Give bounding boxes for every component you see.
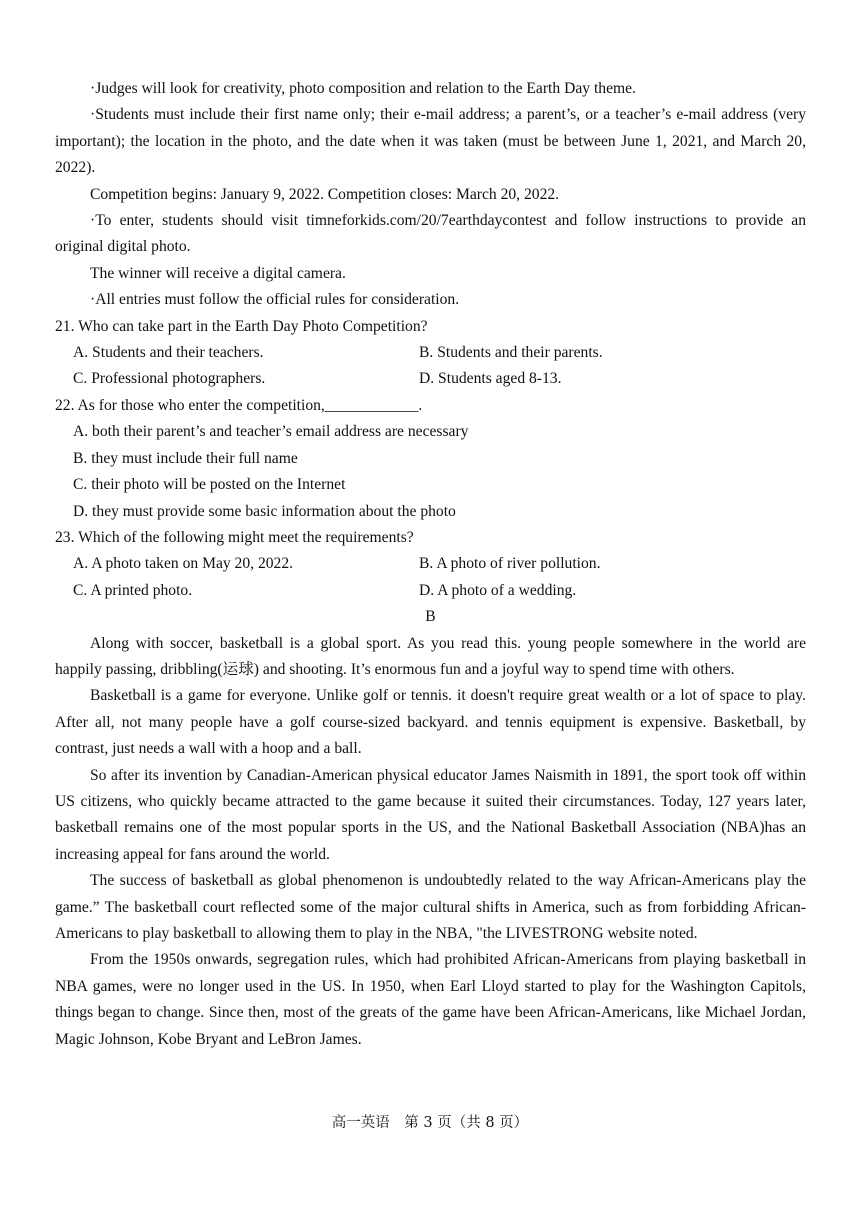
question-21-stem: 21. Who can take part in the Earth Day Photo Competition? [55,317,428,335]
passage-b-paragraph-3: So after its invention by Canadian-American physical educator James Naismith in 1891, the sport took off within US citizens, who quickly became attracted to the game because it suited their circumstances. Today, 127 years later, basketball remains one of the most popular sports in the US, and the National Basketball Association (NBA)has an increasing appeal for fans around the world. [55,766,806,863]
q22-option-c: C. their photo will be posted on the Internet [73,476,346,494]
passage-b-paragraph-1: Along with soccer, basketball is a global sport. As you read this. young people somewhere in the world are happily passing, dribbling(运球) and shooting. It’s enormous fun and a joyful way to spend time with others. [55,634,806,678]
passage-b-paragraph-2: Basketball is a game for everyone. Unlike golf or tennis. it doesn't require great wealth or a lot of space to play. After all, not many people have a golf course-sized backyard. and tennis equipment is expensive. Basketball, by contrast, just needs a wall with a hoop and a ball. [55,687,806,758]
q22-option-b: B. they must include their full name [73,449,298,467]
section-b-heading: B [425,608,436,626]
question-23-stem: 23. Which of the following might meet the requirements? [55,528,414,546]
q23-option-a: A. A photo taken on May 20, 2022. [73,555,294,573]
passage-b-paragraph-5: From the 1950s onwards, segregation rules, which had prohibited African-Americans from playing basketball in NBA games, were no longer used in the US. In 1950, when Earl Lloyd started to play for the Washington Capitols, things began to change. Since then, most of the greats of the game have been African-Americans, like Michael Jordan, Magic Johnson, Kobe Bryant and LeBron James. [55,951,806,1048]
competition-dates: Competition begins: January 9, 2022. Competition closes: March 20, 2022. [90,185,560,203]
q23-option-b: B. A photo of river pollution. [419,555,601,573]
page-footer: 高一英语 第 3 页（共 8 页） [331,1115,529,1131]
q21-option-d: D. Students aged 8-13. [419,370,562,388]
question-21-options-row-1 [55,340,806,366]
question-23-options-row-1 [55,551,806,577]
q22-option-d: D. they must provide some basic information about the photo [73,502,456,520]
q21-option-a: A. Students and their teachers. [73,344,264,362]
prize-info: The winner will receive a digital camera. [90,264,346,282]
question-22-stem: 22. As for those who enter the competition,____________. [55,396,423,414]
rule-judges: ·Judges will look for creativity, photo composition and relation to the Earth Day theme. [90,80,636,97]
q23-option-d: D. A photo of a wedding. [419,581,577,599]
question-23-options-row-2 [55,578,806,604]
rule-official: ·All entries must follow the official rules for consideration. [90,291,460,309]
rule-student-info: ·Students must include their first name only; their e-mail address; a parent’s, or a teacher’s e-mail address (very important); the location in the photo, and the date when it was taken (must be between June 1, 2021, and March 20, 2022). [55,106,806,177]
q21-option-c: C. Professional photographers. [73,370,266,388]
question-21-options-row-2 [55,366,806,392]
q22-option-a: A. both their parent’s and teacher’s email address are necessary [73,423,469,441]
rule-how-to-enter: ·To enter, students should visit timneforkids.com/20/7earthdaycontest and follow instructions to provide an original digital photo. [55,212,806,256]
page-content [55,76,806,1053]
q23-option-c: C. A printed photo. [73,581,193,599]
passage-b-paragraph-4: The success of basketball as global phenomenon is undoubtedly related to the way African-Americans play the game.” The basketball court reflected some of the major cultural shifts in America, such as from forbidding African-Americans to play basketball to allowing them to play in the NBA, "the LIVESTRONG website noted. [55,872,806,942]
q21-option-b: B. Students and their parents. [419,344,603,362]
